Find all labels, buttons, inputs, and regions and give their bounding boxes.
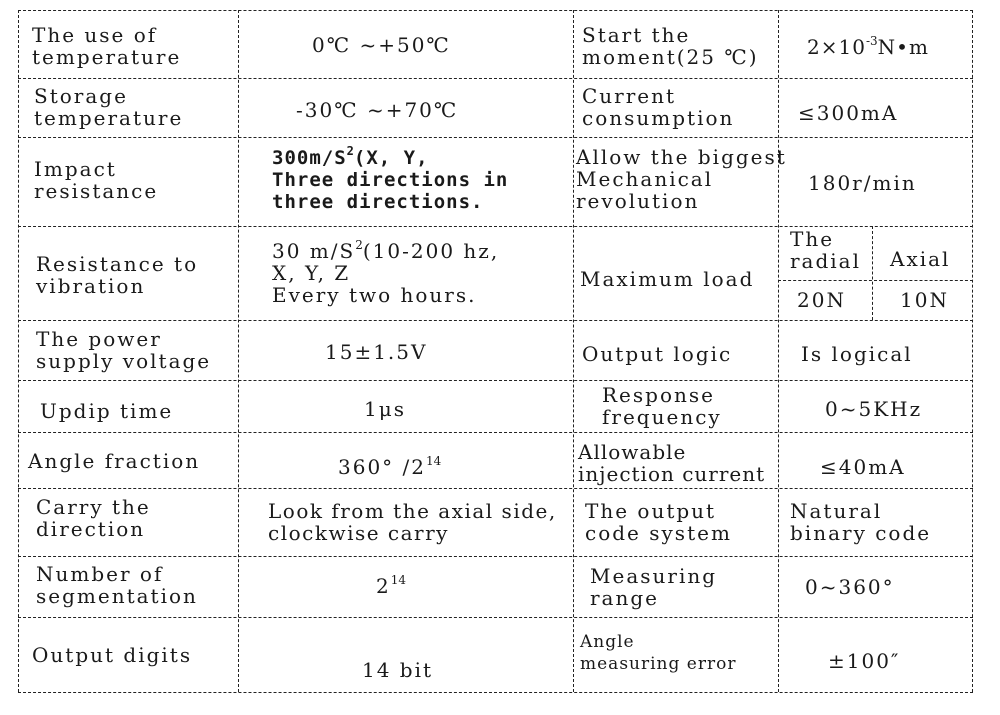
column-divider bbox=[872, 226, 873, 320]
load-radial-value: 20N bbox=[797, 288, 846, 312]
row-divider bbox=[18, 432, 973, 433]
param-value: 0~360° bbox=[805, 575, 895, 599]
param-value: 0~5KHz bbox=[825, 397, 923, 421]
param-value: 180r/min bbox=[808, 171, 917, 195]
row-divider bbox=[18, 320, 973, 321]
param-label: The output code system bbox=[585, 499, 732, 545]
param-label: Current consumption bbox=[582, 84, 735, 130]
param-label: Measuring range bbox=[590, 564, 718, 610]
param-label: Allow the biggest Mechanical revolution bbox=[576, 145, 787, 213]
column-divider bbox=[972, 10, 973, 692]
row-divider bbox=[18, 10, 973, 11]
row-divider bbox=[18, 692, 973, 693]
row-divider bbox=[778, 280, 973, 281]
param-label: Allowable injection current bbox=[578, 440, 766, 486]
param-label: Storage temperature bbox=[34, 84, 184, 130]
column-divider bbox=[238, 10, 239, 692]
row-divider bbox=[18, 488, 973, 489]
param-label: The use of temperature bbox=[32, 23, 182, 69]
param-label: Response frequency bbox=[602, 383, 722, 429]
column-divider bbox=[18, 10, 19, 692]
param-value: ≤300mA bbox=[798, 101, 899, 125]
param-value: ±100″ bbox=[828, 649, 901, 673]
param-value: 15±1.5V bbox=[325, 340, 428, 364]
row-divider bbox=[18, 78, 973, 79]
param-value: 1μs bbox=[364, 397, 406, 421]
row-divider bbox=[18, 617, 973, 618]
param-value: 0℃ ~+50℃ bbox=[312, 33, 451, 57]
param-label: The power supply voltage bbox=[36, 327, 212, 373]
param-label: Carry the direction bbox=[36, 495, 151, 541]
param-label: Updip time bbox=[40, 399, 174, 423]
param-label: Angle fraction bbox=[28, 449, 201, 473]
param-label: Resistance to vibration bbox=[36, 252, 199, 298]
param-value: Look from the axial side, clockwise carry bbox=[268, 499, 557, 545]
param-value: Natural binary code bbox=[790, 499, 932, 545]
column-divider bbox=[778, 10, 779, 692]
param-value: $2\times 10^{-3}N•m$ bbox=[807, 34, 929, 59]
param-label: Maximum load bbox=[580, 267, 755, 291]
param-value: Is logical bbox=[801, 342, 913, 366]
row-divider bbox=[18, 137, 973, 138]
param-label: Start the moment(25 ℃) bbox=[582, 23, 759, 69]
param-value: -30℃ ~+70℃ bbox=[296, 98, 459, 122]
load-axial-label: Axial bbox=[890, 247, 951, 271]
param-label: Output logic bbox=[582, 342, 733, 366]
param-value: 30 $m/S^2(10-200$ hz, X, Y, Z Every two hours. bbox=[272, 238, 500, 307]
column-divider bbox=[573, 10, 574, 692]
param-value: 360° $/2^{14}$ bbox=[338, 454, 442, 479]
param-label: Number of segmentation bbox=[36, 562, 198, 608]
row-divider bbox=[18, 380, 973, 381]
param-label: Angle measuring error bbox=[580, 632, 737, 674]
param-value: ≤40mA bbox=[820, 455, 906, 479]
param-label: Impact resistance bbox=[34, 157, 159, 203]
param-value: $2^{14}$ bbox=[376, 573, 407, 598]
load-axial-value: 10N bbox=[900, 288, 949, 312]
param-value: $300m/S^2(X$, Y, Three directions in three directions. bbox=[272, 144, 509, 213]
load-radial-label: The radial bbox=[790, 227, 862, 273]
row-divider bbox=[18, 556, 973, 557]
param-value: 14 bit bbox=[362, 658, 434, 682]
param-label: Output digits bbox=[32, 643, 193, 667]
